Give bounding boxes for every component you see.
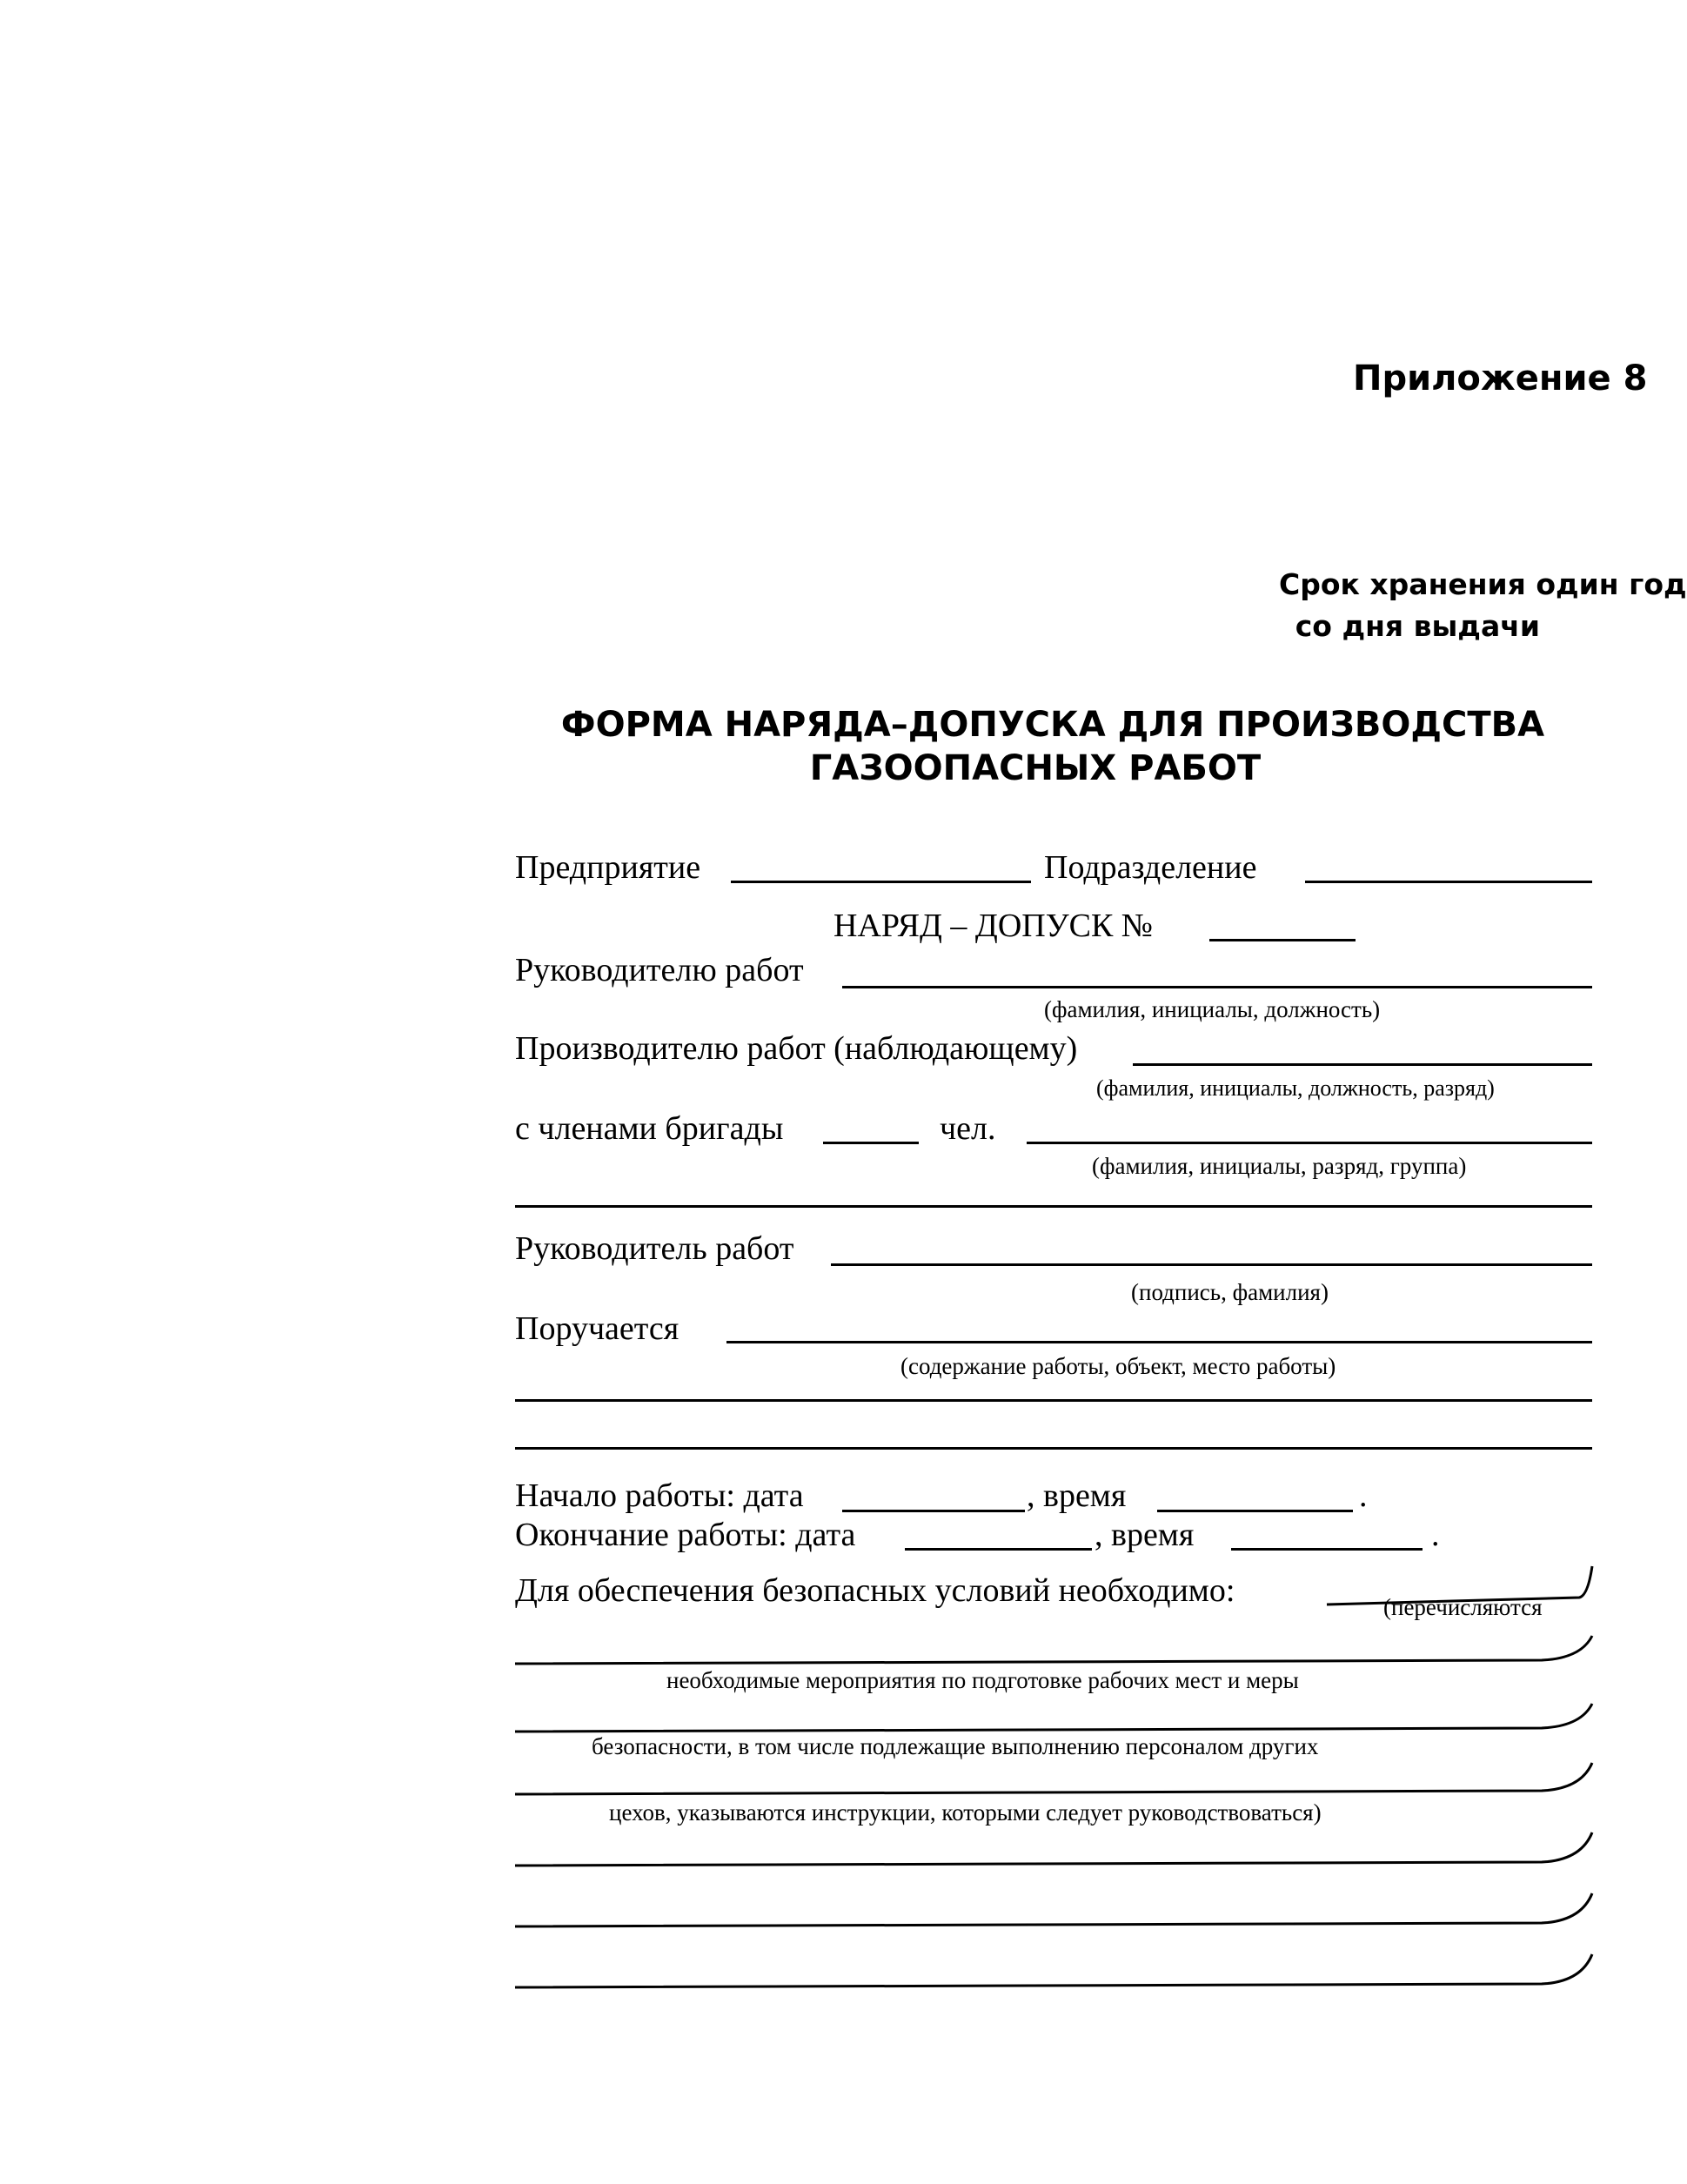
supervisor-caption: (фамилия, инициалы, должность) [1044, 996, 1381, 1022]
permit-label: НАРЯД – ДОПУСК № [833, 908, 1154, 944]
retention-line-2: со дня выдачи [1295, 609, 1540, 643]
crew-count-field[interactable] [823, 1142, 919, 1144]
division-label: Подразделение [1044, 849, 1257, 886]
enterprise-field[interactable] [731, 881, 1031, 883]
start-time-label: , время [1027, 1477, 1127, 1514]
assigned-field-2[interactable] [515, 1399, 1592, 1402]
performer-caption: (фамилия, инициалы, должность, разряд) [1096, 1075, 1495, 1101]
supervisor-label: Руководителю работ [515, 952, 804, 988]
end-dot: . [1431, 1517, 1440, 1553]
safety-line-6[interactable] [515, 1949, 1592, 1993]
safety-label: Для обеспечения безопасных условий необходимо: [515, 1572, 1235, 1609]
title-line-2: ГАЗООПАСНЫХ РАБОТ [809, 748, 1262, 788]
safety-line-3[interactable] [515, 1758, 1592, 1801]
start-time-field[interactable] [1157, 1510, 1353, 1512]
signer-label: Руководитель работ [515, 1230, 794, 1267]
assigned-label: Поручается [515, 1310, 679, 1347]
appendix-label: Приложение 8 [1353, 358, 1648, 399]
division-field[interactable] [1305, 881, 1592, 883]
safety-caption-1: (перечисляются [1383, 1594, 1543, 1620]
retention-line-1: Срок хранения один год [1279, 567, 1687, 601]
safety-line-1[interactable] [515, 1627, 1592, 1671]
safety-caption-3: безопасности, в том числе подлежащие выполнению персоналом других [592, 1733, 1319, 1759]
end-time-field[interactable] [1231, 1548, 1423, 1551]
end-time-label: , время [1095, 1517, 1195, 1553]
start-date-label: Начало работы: дата [515, 1477, 804, 1514]
start-dot: . [1359, 1477, 1368, 1514]
end-date-label: Окончание работы: дата [515, 1517, 856, 1553]
crew-members-field[interactable] [1027, 1142, 1592, 1144]
performer-label: Производителю работ (наблюдающему) [515, 1030, 1078, 1067]
safety-line-4[interactable] [515, 1827, 1592, 1871]
signer-caption: (подпись, фамилия) [1131, 1279, 1329, 1305]
performer-field[interactable] [1133, 1063, 1592, 1066]
crew-label: с членами бригады [515, 1110, 784, 1147]
safety-line-5[interactable] [515, 1888, 1592, 1932]
assigned-field-3[interactable] [515, 1447, 1592, 1450]
assigned-field[interactable] [726, 1341, 1592, 1343]
supervisor-field[interactable] [842, 986, 1592, 988]
title-line-1: ФОРМА НАРЯДА–ДОПУСКА ДЛЯ ПРОИЗВОДСТВА [560, 705, 1545, 745]
permit-number-field[interactable] [1209, 939, 1356, 941]
start-date-field[interactable] [842, 1510, 1025, 1512]
end-date-field[interactable] [905, 1548, 1092, 1551]
crew-caption: (фамилия, инициалы, разряд, группа) [1092, 1153, 1467, 1179]
crew-unit: чел. [940, 1110, 996, 1147]
crew-members-field-2[interactable] [515, 1205, 1592, 1208]
safety-caption-4: цехов, указываются инструкции, которыми следует руководствоваться) [609, 1799, 1322, 1826]
signer-field[interactable] [831, 1263, 1592, 1266]
assigned-caption: (содержание работы, объект, место работы) [900, 1353, 1336, 1379]
enterprise-label: Предприятие [515, 849, 701, 886]
safety-caption-2: необходимые мероприятия по подготовке рабочих мест и меры [666, 1667, 1299, 1693]
